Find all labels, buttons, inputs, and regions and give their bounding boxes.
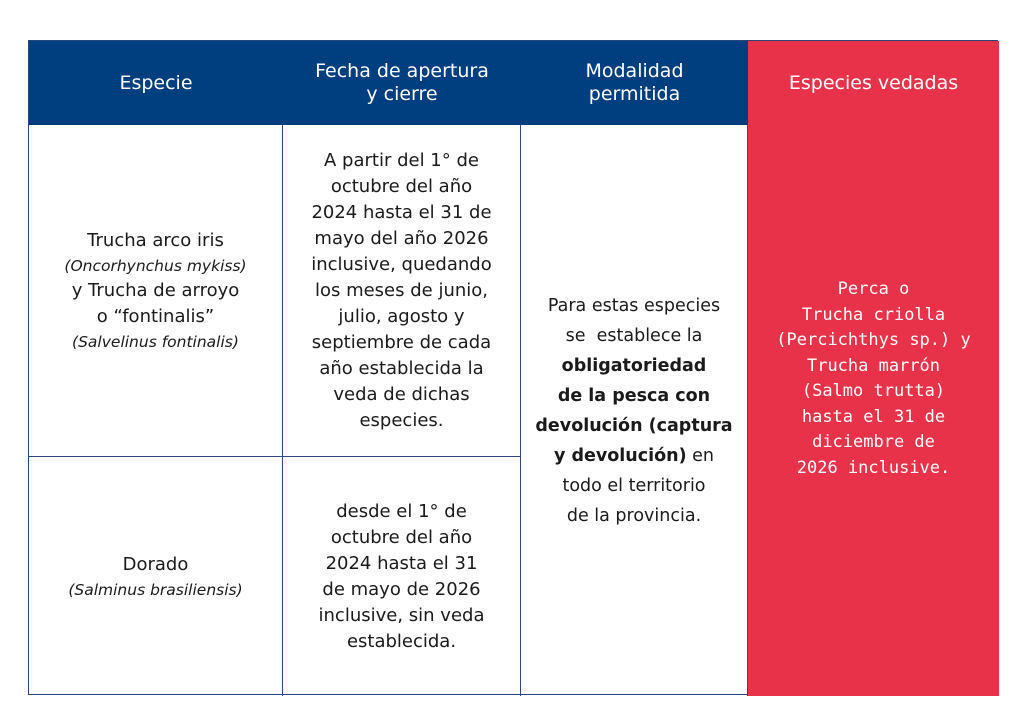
banned-line: Trucha criolla <box>801 304 946 325</box>
row2-dates-line: desde el 1° de <box>336 500 467 522</box>
banned-line: diciembre de <box>812 432 935 452</box>
mode-line8: todo el territorio <box>562 475 706 496</box>
header-species-label: Especie <box>119 71 193 94</box>
row1-species-sci1: (Oncorhynchus mykiss) <box>64 256 247 275</box>
mode-line1: Para estas especies <box>547 295 721 316</box>
header-mode <box>521 41 748 125</box>
mode-line2: se establece la <box>565 325 703 346</box>
row1-dates-line: A partir del 1° de <box>324 149 479 171</box>
header-dates-line2: y cierre <box>366 83 438 105</box>
header-mode-line2: permitida <box>588 83 681 105</box>
banned-line: hasta el 31 de <box>801 406 946 427</box>
row1-dates-line: octubre del año <box>330 175 473 197</box>
header-dates-line1: Fecha de apertura <box>315 60 489 82</box>
row1-species-line3: o “fontinalis” <box>96 305 215 327</box>
mode-cell <box>521 125 748 696</box>
mode-line7-rest: en <box>686 445 715 466</box>
mode-line7 <box>554 441 714 471</box>
row1-dates-line: 2024 hasta el 31 de <box>311 201 492 223</box>
banned-line: (Salmo trutta) <box>801 381 946 401</box>
row1-species-line2: y Trucha de arroyo <box>71 279 240 301</box>
row1-dates-line: septiembre de cada <box>311 331 492 353</box>
banned-line: (Percichthys sp.) y <box>776 330 971 350</box>
banned-line: Perca o <box>837 279 910 299</box>
header-species <box>29 41 283 125</box>
row2-species-sci: (Salminus brasiliensis) <box>68 580 243 599</box>
row1-dates-line: julio, agosto y <box>338 305 465 327</box>
header-mode-line1: Modalidad <box>585 60 684 82</box>
row1-dates-line: año establecida la <box>319 357 484 379</box>
mode-bold4: y devolución) <box>553 445 687 466</box>
mode-bold2: de la pesca con <box>557 385 711 406</box>
row1-dates-line: los meses de junio, <box>314 279 489 301</box>
row1-species-line1: Trucha arco iris <box>87 229 224 251</box>
row1-dates-line: especies. <box>359 409 444 431</box>
header-banned <box>748 41 999 125</box>
banned-line: 2026 inclusive. <box>796 457 951 478</box>
row2-dates-line: de mayo de 2026 <box>322 578 481 600</box>
row2-dates-line: octubre del año <box>330 526 473 548</box>
row1-species-cell <box>29 125 283 457</box>
fishing-season-table <box>28 40 998 695</box>
row1-dates-line: mayo del año 2026 <box>314 227 489 249</box>
row2-dates-line: inclusive, sin veda <box>318 604 485 626</box>
row2-dates-cell <box>283 457 521 696</box>
banned-line: Trucha marrón <box>806 355 941 376</box>
header-dates <box>283 41 521 125</box>
row2-dates-line: 2024 hasta el 31 <box>325 552 478 574</box>
mode-bold3: devolución (captura <box>535 415 733 436</box>
row1-dates-line: inclusive, quedando <box>311 253 492 275</box>
row2-species-name: Dorado <box>122 553 189 575</box>
header-banned-label: Especies vedadas <box>788 71 959 94</box>
row1-species-sci2: (Salvelinus fontinalis) <box>72 332 239 351</box>
row2-species-cell <box>29 457 283 696</box>
mode-line9: de la provincia. <box>566 505 702 526</box>
row1-dates-cell <box>283 125 521 457</box>
row1-dates-line: veda de dichas <box>333 383 470 405</box>
banned-cell <box>748 125 999 696</box>
row2-dates-line: establecida. <box>346 630 457 652</box>
mode-bold1: obligatoriedad <box>561 355 707 376</box>
